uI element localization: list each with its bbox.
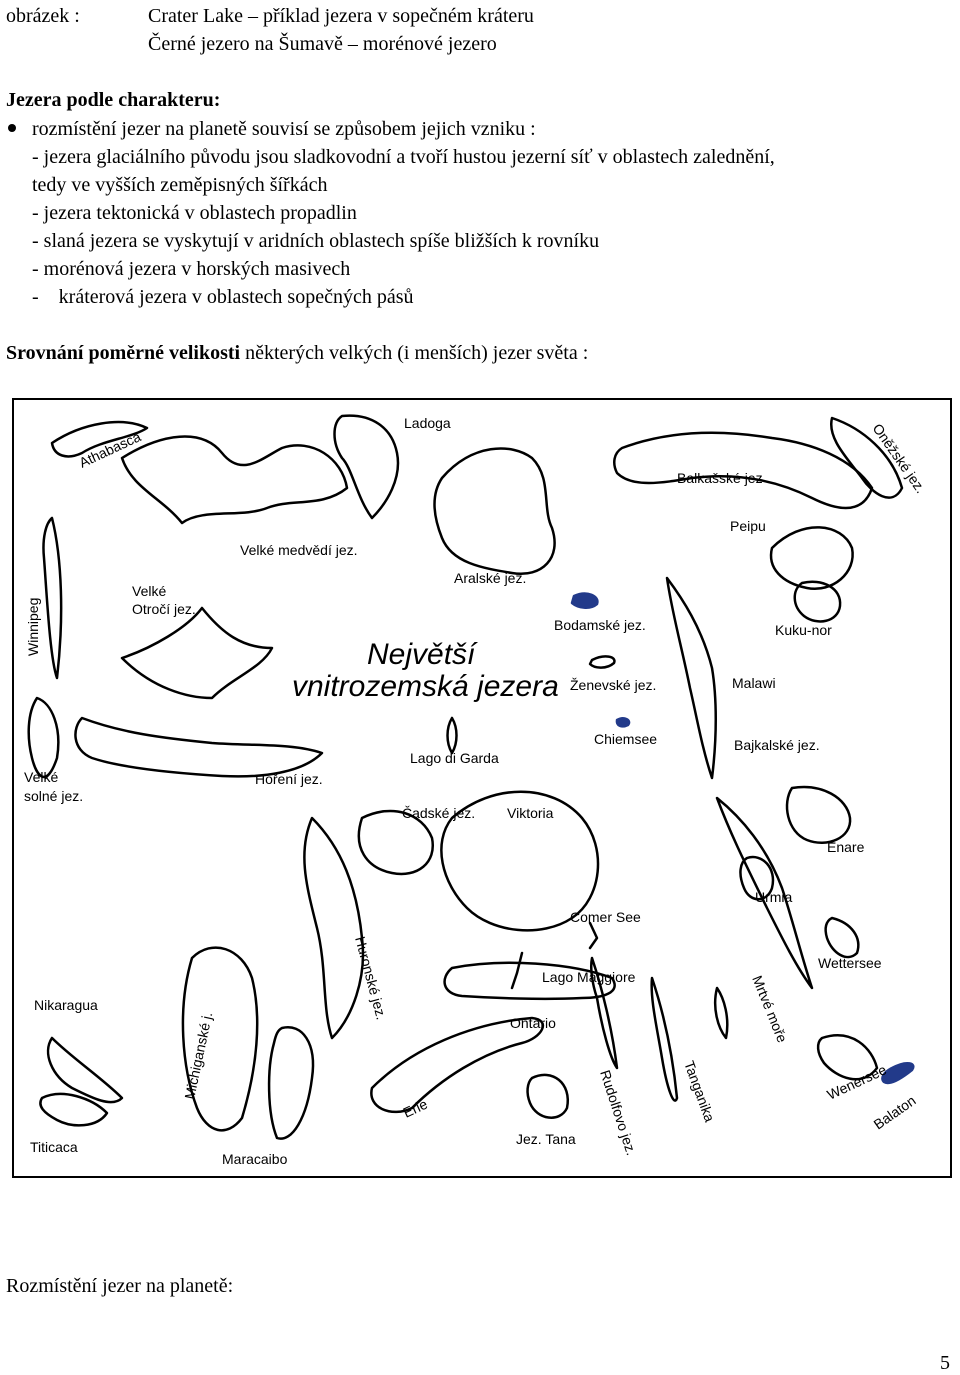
list-line: - kráterová jezera v oblastech sopečných pásů: [32, 286, 414, 308]
label-bodamske: Bodamské jez.: [554, 617, 646, 633]
section-title-rest: některých velkých (i menších) jezer světa :: [240, 342, 589, 364]
label-cadske: Čadské jez.: [402, 805, 476, 821]
label-huronske: Huronské jez.: [352, 934, 390, 1022]
lake-nikaragua-shape: [48, 1038, 122, 1102]
label-maracaibo: Maracaibo: [222, 1151, 288, 1167]
lake-comer-see-shape: [590, 923, 597, 948]
label-winnipeg: Winnipeg: [25, 597, 41, 656]
label-kukunor: Kuku-nor: [775, 622, 832, 638]
lake-ladoga-shape: [335, 416, 398, 518]
label-lago-di-garda: Lago di Garda: [410, 750, 499, 766]
label-velke-otroci-1: Velké: [132, 583, 167, 599]
label-aralske: Aralské jez.: [454, 570, 527, 586]
label-athabasca: Athabasca: [76, 428, 144, 471]
label-tanganika: Tanganika: [681, 1058, 719, 1125]
label-enare: Enare: [827, 839, 865, 855]
label-michiganske: Michiganské j.: [181, 1010, 216, 1101]
lake-erie-shape: [371, 1018, 543, 1112]
lake-winnipeg-shape: [43, 518, 61, 678]
label-lago-maggiore: Lago Maggiore: [542, 969, 636, 985]
lake-tanganika-shape: [652, 978, 677, 1101]
page-number: 5: [940, 1352, 950, 1374]
label-mrtve-more: Mrtvé moře: [749, 973, 791, 1045]
label-horeni: Hoření jez.: [255, 771, 323, 787]
label-velke-solne-1: Velké: [24, 769, 59, 785]
lake-velke-medvedi-shape: [122, 437, 347, 523]
label-velke-medvedi: Velké medvědí jez.: [240, 542, 358, 558]
figure-caption-line1: Crater Lake – příklad jezera v sopečném kráteru: [148, 5, 534, 27]
label-erie: Erie: [400, 1095, 430, 1121]
lake-velke-otroci-shape: [122, 608, 272, 698]
list-line: - jezera tektonická v oblastech propadlin: [32, 202, 357, 224]
figure-caption-line2: Černé jezero na Šumavě – morénové jezero: [148, 33, 497, 55]
lake-bodamske-shape: [572, 594, 597, 608]
label-balkasske: Balkašské jez: [677, 470, 763, 486]
lake-horeni-shape: [75, 718, 322, 776]
bullet-dot-icon: [8, 124, 16, 132]
bullet-text: rozmístění jezer na planetě souvisí se způsobem jejich vzniku :: [32, 118, 536, 140]
label-wettersee: Wettersee: [818, 955, 882, 971]
lake-mrtve-more-shape: [715, 988, 727, 1038]
section-title-comparison: [6, 339, 588, 367]
list-line: - morénová jezera v horských masivech: [32, 258, 351, 280]
label-jez-tana: Jez. Tana: [516, 1131, 576, 1147]
label-velke-otroci-2: Otročí jez.: [132, 601, 196, 617]
label-zenevske: Ženevské jez.: [570, 677, 657, 693]
section-title-bold: Srovnání poměrné velikosti: [6, 342, 241, 364]
label-balaton: Balaton: [870, 1092, 919, 1133]
label-malawi: Malawi: [732, 675, 776, 691]
label-ladoga: Ladoga: [404, 415, 451, 431]
label-chiemsee: Chiemsee: [594, 731, 658, 747]
label-bajkalske: Bajkalské jez.: [734, 737, 820, 753]
label-urmia: Urmia: [755, 889, 793, 905]
lake-lago-maggiore-shape: [512, 953, 522, 988]
label-nikaragua: Nikaragua: [34, 997, 98, 1013]
label-peipu: Peipu: [730, 518, 766, 534]
label-rudolfovo: Rudolfovo jez.: [597, 1067, 640, 1158]
lake-lago-di-garda-shape: [448, 718, 457, 753]
figure-label: obrázek :: [6, 5, 80, 27]
label-ontario: Ontario: [510, 1015, 556, 1031]
label-velke-solne-2: solné jez.: [24, 788, 84, 804]
footer-heading: Rozmístění jezer na planetě:: [6, 1275, 234, 1297]
lake-jez-tana-shape: [528, 1075, 568, 1118]
lake-velke-solne-shape: [29, 698, 59, 777]
lake-zenevske-shape: [590, 656, 614, 667]
lake-aralske-shape: [435, 448, 555, 573]
lake-peipu-shape: [771, 527, 853, 588]
list-line: - slaná jezera se vyskytují v aridních oblastech spíše bližších k rovníku: [32, 230, 600, 252]
list-line: tedy ve vyšších zeměpisných šířkách: [32, 174, 328, 196]
label-viktoria: Viktoria: [507, 805, 554, 821]
lake-wettersee-shape: [826, 918, 859, 957]
lake-enare-shape: [787, 787, 850, 843]
lake-huronske-shape: [304, 818, 363, 1038]
label-titicaca: Titicaca: [30, 1139, 78, 1155]
lake-malawi-shape: [667, 578, 716, 778]
map-title-line1: Největší: [367, 638, 476, 671]
label-onezske: Oněžské jez.: [869, 420, 930, 497]
label-comer-see: Comer See: [570, 909, 641, 925]
lakes-comparison-map: [12, 398, 952, 1178]
list-line: - jezera glaciálního původu jsou sladkovodní a tvoří hustou jezerní síť v oblastech zalednění,: [32, 146, 775, 168]
lake-chiemsee-shape: [617, 718, 629, 726]
map-title-line2: vnitrozemská jezera: [292, 670, 559, 703]
lake-maracaibo-shape: [269, 1027, 313, 1138]
label-wenersee: Wenersee: [824, 1061, 889, 1103]
section-title-character: Jezera podle charakteru:: [6, 89, 221, 111]
